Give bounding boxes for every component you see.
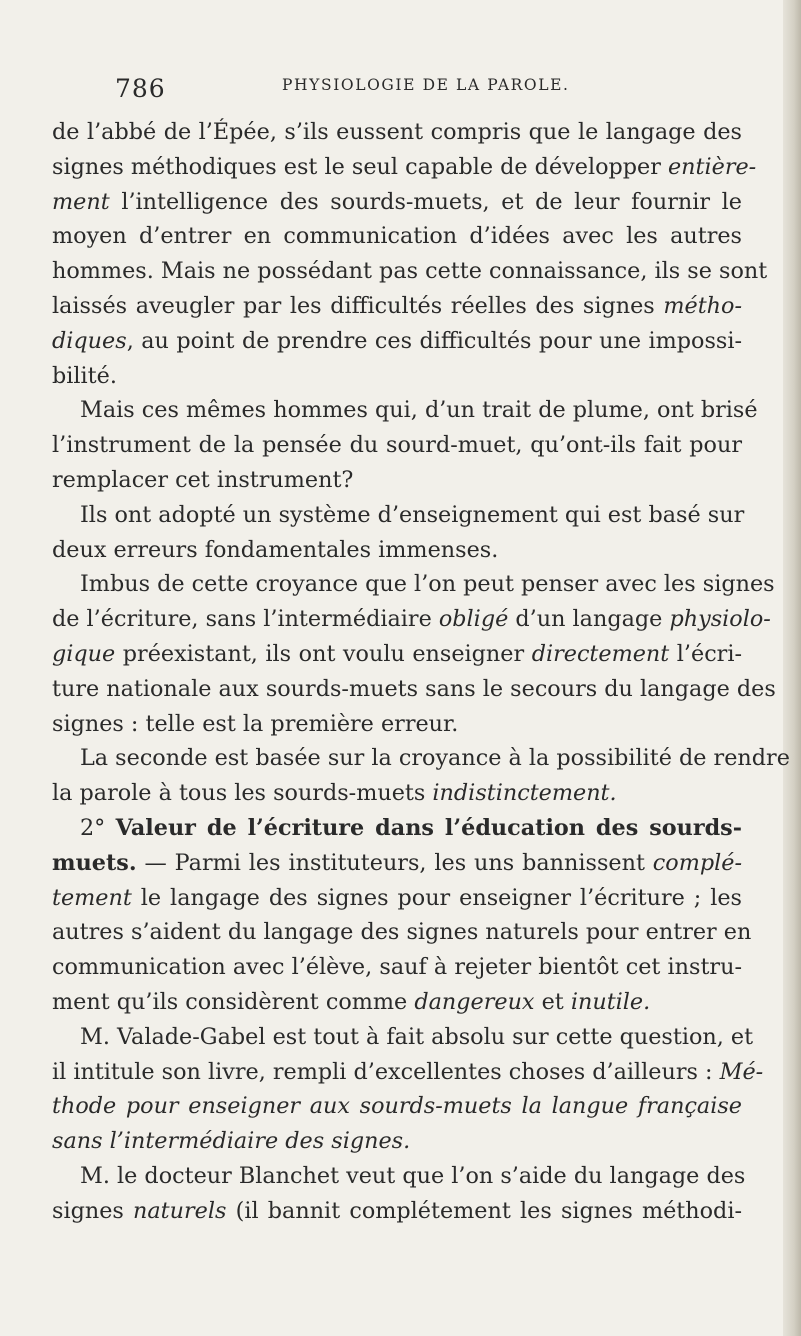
text-line bbox=[52, 289, 742, 324]
text-span: 2° bbox=[80, 814, 116, 841]
text-line bbox=[52, 185, 742, 220]
text-span: bilité. bbox=[52, 362, 117, 389]
italic-text: tement bbox=[52, 884, 132, 911]
italic-text: sans l’intermédiaire des signes. bbox=[52, 1128, 411, 1155]
text-line bbox=[52, 776, 742, 811]
bold-text: Valeur de l’écriture dans l’éducation des sourds- bbox=[115, 814, 742, 841]
text-line bbox=[52, 881, 742, 916]
text-span: la parole à tous les sourds-muets bbox=[52, 780, 433, 807]
text-line bbox=[52, 1020, 754, 1055]
text-span: (il bannit complétement les signes méthodi- bbox=[226, 1197, 742, 1224]
text-line bbox=[52, 533, 742, 568]
text-span: remplacer cet instrument? bbox=[52, 466, 354, 493]
text-span: d’un langage bbox=[508, 606, 670, 633]
text-span: signes méthodiques est le seul capable de développer bbox=[52, 153, 668, 180]
italic-text: Mé- bbox=[719, 1058, 764, 1085]
text-span: — Parmi les instituteurs, les uns bannissent bbox=[136, 849, 653, 876]
bold-text: muets. bbox=[52, 849, 137, 876]
page-edge bbox=[783, 0, 801, 1336]
text-span: l’instrument de la pensée du sourd-muet, qu’ont-ils fait pour bbox=[52, 432, 742, 459]
text-line bbox=[52, 567, 775, 602]
text-span: l’intelligence des sourds-muets, et de leur fournir le bbox=[109, 188, 742, 215]
text-span: et bbox=[534, 988, 571, 1015]
text-line bbox=[52, 811, 742, 846]
text-line bbox=[52, 1055, 764, 1090]
text-line bbox=[52, 498, 745, 533]
text-line bbox=[52, 359, 742, 394]
italic-text: diques bbox=[52, 327, 127, 354]
text-line bbox=[52, 219, 742, 254]
italic-text: gique bbox=[52, 640, 116, 667]
italic-text: obligé bbox=[438, 606, 509, 633]
text-span: il intitule son livre, rempli d’excellentes choses d’ailleurs : bbox=[52, 1058, 720, 1085]
italic-text: métho- bbox=[663, 292, 742, 319]
text-line bbox=[52, 915, 752, 950]
text-line bbox=[52, 950, 742, 985]
text-span: Mais ces mêmes hommes qui, d’un trait de plume, ont brisé bbox=[80, 397, 758, 424]
text-line bbox=[52, 428, 742, 463]
text-span: hommes. Mais ne possédant pas cette connaissance, ils se sont bbox=[52, 258, 768, 285]
text-span: laissés aveugler par les difficultés réelles des signes bbox=[52, 292, 664, 319]
text-span: Imbus de cette croyance que l’on peut penser avec les signes bbox=[80, 571, 775, 598]
text-line bbox=[52, 1159, 746, 1194]
text-line bbox=[52, 115, 742, 150]
italic-text: entière- bbox=[667, 153, 757, 180]
italic-text: physiolo- bbox=[669, 606, 771, 633]
italic-text: inutile. bbox=[570, 988, 651, 1015]
text-span: communication avec l’élève, sauf à rejeter bientôt cet instru- bbox=[52, 954, 742, 981]
text-line bbox=[52, 707, 742, 742]
text-span: le langage des signes pour enseigner l’écriture ; les bbox=[131, 884, 742, 911]
text-span: deux erreurs fondamentales immenses. bbox=[52, 536, 499, 563]
italic-text: dangereux bbox=[414, 988, 535, 1015]
text-line bbox=[52, 602, 771, 637]
italic-text: complé- bbox=[652, 849, 742, 876]
text-span: Ils ont adopté un système d’enseignement qui est basé sur bbox=[80, 501, 745, 528]
page-header bbox=[115, 72, 755, 112]
text-span: de l’abbé de l’Épée, s’ils eussent compris que le langage des bbox=[52, 119, 742, 145]
text-line bbox=[52, 672, 776, 707]
text-line bbox=[52, 1089, 742, 1124]
italic-text: thode pour enseigner aux sourds-muets la langue française bbox=[52, 1093, 742, 1120]
text-line bbox=[52, 393, 758, 428]
text-span: signes bbox=[52, 1197, 134, 1224]
text-line bbox=[52, 985, 742, 1020]
running-head: PHYSIOLOGIE DE LA PAROLE. bbox=[282, 76, 570, 94]
text-line bbox=[52, 1194, 742, 1229]
text-span: M. Valade-Gabel est tout à fait absolu sur cette question, et bbox=[80, 1023, 754, 1050]
italic-text: directement bbox=[531, 640, 670, 667]
text-span: signes : telle est la première erreur. bbox=[52, 710, 459, 737]
text-span: , au point de prendre ces difficultés pour une impossi- bbox=[126, 327, 742, 354]
text-span: autres s’aident du langage des signes naturels pour entrer en bbox=[52, 919, 752, 946]
text-line bbox=[52, 463, 742, 498]
text-line bbox=[52, 1124, 742, 1159]
text-line bbox=[52, 324, 742, 359]
italic-text: naturels bbox=[133, 1197, 227, 1224]
text-span: ment qu’ils considèrent comme bbox=[52, 988, 415, 1015]
text-line bbox=[52, 254, 768, 289]
text-span: M. le docteur Blanchet veut que l’on s’aide du langage des bbox=[80, 1162, 746, 1189]
text-span: moyen d’entrer en communication d’idées avec les autres bbox=[52, 223, 742, 250]
italic-text: indistinctement. bbox=[432, 780, 617, 807]
page-number: 786 bbox=[115, 74, 166, 103]
text-span: La seconde est basée sur la croyance à la possibilité de rendre bbox=[80, 745, 790, 772]
text-span: de l’écriture, sans l’intermédiaire bbox=[52, 606, 439, 633]
text-line bbox=[52, 741, 790, 776]
text-line bbox=[52, 846, 742, 881]
text-span: préexistant, ils ont voulu enseigner bbox=[115, 640, 532, 667]
italic-text: ment bbox=[52, 188, 110, 215]
text-line bbox=[52, 150, 757, 185]
text-span: ture nationale aux sourds-muets sans le secours du langage des bbox=[52, 675, 776, 702]
body-text bbox=[52, 115, 790, 1229]
text-line bbox=[52, 637, 742, 672]
text-span: l’écri- bbox=[669, 640, 743, 667]
